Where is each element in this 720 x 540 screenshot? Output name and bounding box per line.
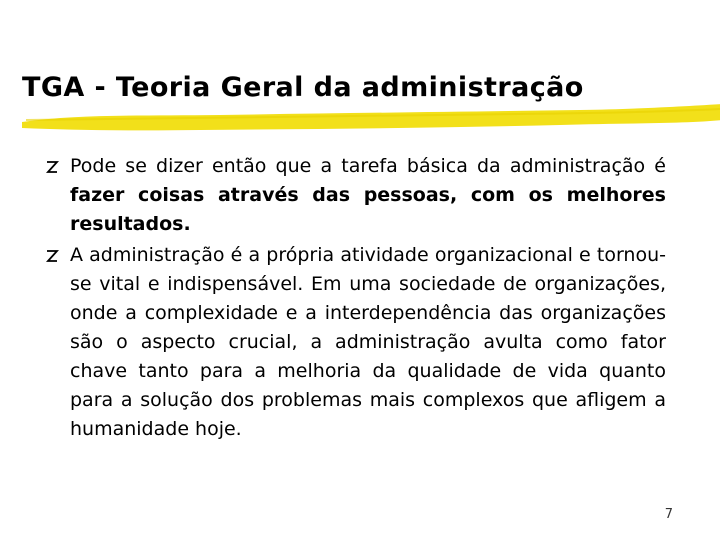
bullet-text: Pode se dizer então que a tarefa básica da administração é — [70, 155, 666, 177]
bullet-text-bold: fazer coisas através das pessoas, com os melhores resultados. — [70, 184, 666, 235]
z-bullet-icon — [44, 152, 60, 181]
slide-body — [44, 152, 666, 444]
page-number: 7 — [664, 507, 673, 522]
z-bullet-icon — [44, 241, 60, 270]
title-brush-underline — [20, 100, 720, 136]
slide-title: TGA - Teoria Geral da administração — [22, 72, 584, 103]
bullet-item — [44, 152, 666, 239]
bullet-text: A administração é a própria atividade organizacional e tornou-se vital e indispensável. Em uma sociedade de organizações, onde a complexidade e a interdependência das organizações são o aspecto crucial, a administração avulta como fator chave tanto para a melhoria da qualidade de vida quanto para a solução dos problemas mais complexos que afligem a humanidade hoje. — [70, 244, 666, 440]
bullet-item — [44, 241, 666, 444]
